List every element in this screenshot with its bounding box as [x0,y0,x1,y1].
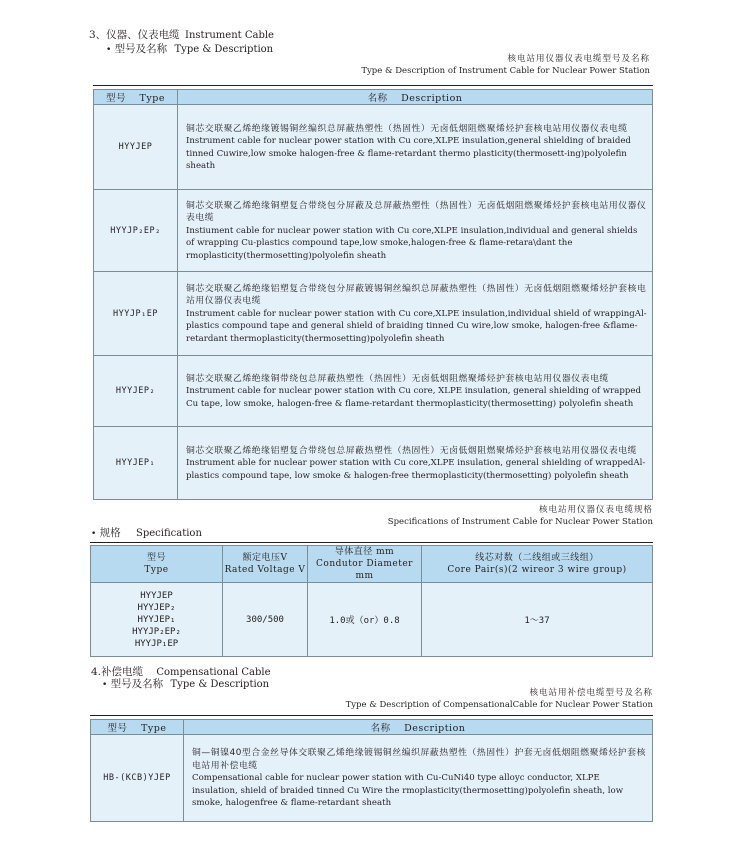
row-model: HYYJP₂EP₂ [94,190,178,272]
row-model: HYYJEP₁ [94,427,178,500]
header-type: 型号 Type [91,720,184,735]
section4-caption-en: Type & Description of CompensationalCable for Nuclear Power Station [345,700,653,710]
table-row [94,105,653,190]
description-en: Instrument cable for nuclear power station with Cu core, XLPE insulation, general shielding of wrapped Cu tape, low smoke, halogen-free & flame-retardant thermoplasticity(thermosetting) polyolefin sheath [186,386,641,409]
table-header-row [91,720,653,735]
section3-title [89,27,274,42]
row-description [178,272,653,356]
spec-header-voltage: 额定电压V Rated Voltage V [223,546,308,583]
spec-header-row [91,546,653,583]
section4-subtitle-en: Type & Description [170,679,270,690]
description-en: Instrument cable for nuclear power station with Cu core,XLPE insulation,general shielding of braided tinned Cuwire,low smoke halogen-free & flame-retardant thermo plasticity(thermosett-ing)polyolefin sheath [186,136,631,171]
section3-rule [93,85,653,86]
section4-subtitle: • 型号及名称 Type & Description [102,678,270,690]
spec-pairs: 1～37 [422,583,653,657]
section3-caption-en: Type & Description of Instrument Cable for Nuclear Power Station [361,66,650,76]
section4-caption [346,687,653,711]
header-description: 名称 Description [178,90,653,105]
spec-diameter: 1.0或（or）0.8 [308,583,422,657]
section3-subtitle-zh: 型号及名称 [114,43,168,55]
description-zh: 铜—铜镍40型合金丝导体交联聚乙烯绝缘镀锡铜丝编织屏蔽热塑性（热固性）护套无卤低烟阻燃聚烯烃护套核电站用补偿电缆 [192,748,647,771]
section4-title-zh: 4.补偿电缆 [91,666,144,678]
description-zh: 铜芯交联聚乙烯绝缘铜带绕包总屏蔽热塑性（热固性）无卤低烟阻燃聚烯烃护套核电站用仪器仪表电缆 [186,373,609,384]
spec-caption-en: Specifications of Instrument Cable for Nuclear Power Station [387,517,653,527]
row-model: HYYJP₁EP [94,272,178,356]
section4-subtitle-zh: 型号及名称 [110,678,164,690]
section3-title-en: Instrument Cable [185,30,274,41]
description-zh: 铜芯交联聚乙烯绝缘镀锡铜丝编织总屏蔽热塑性（热固性）无卤低烟阻燃聚烯烃护套核电站用仪器仪表电缆 [186,123,628,134]
description-en: Instiument cable for nuclear power station with Cu core,XLPE insulation,individual and general shields of wrapping Cu-plastics compound tape,low smoke,halogen-free & flame-retara\dant the rmoplasticity(thermosetting)polyolefin sheath [186,225,638,261]
section4-caption-zh: 核电站用补偿电缆型号及名称 [529,688,653,698]
spec-header-type: 型号 Type [91,546,223,583]
description-zh: 铜芯交联聚乙烯绝缘铝塑复合带绕包分屏蔽镀锡铜丝编织总屏蔽热塑性（热固性）无卤低烟阻燃聚烯烃护套核电站用仪器仪表电缆 [186,283,647,307]
spec-table [90,545,653,657]
table-row [94,356,653,427]
row-description [178,427,653,500]
section3-subtitle-en: Type & Description [174,44,274,55]
spec-title-en: Specification [136,528,202,539]
description-en: Compensational cable for nuclear power station with Cu-CuNi40 type alloyc conductor, XLPE insulation, shield of braided tinned Cu Wire the rmoplasticity(thermosetting)polyolefin sheath, low smoke, halogenfree & flame-retardant sheath [192,773,624,809]
row-description [184,735,653,822]
description-zh: 铜芯交联聚乙烯绝缘铜塑复合带绕包分屏蔽及总屏蔽热塑性（热固性）无卤低烟阻燃聚烯烃护套核电站用仪器仪表电缆 [186,200,647,224]
description-en: Instrument able for nuclear power station with Cu core,XLPE insulation, general shielding of wrappedAl-plastics compound tape, low smoke & halogen-free thermoplasticity(thermosetting) polyolefin sheath [186,458,646,481]
spec-rule [90,542,653,543]
row-description [178,190,653,272]
spec-title: • 规格 Specification [91,527,202,539]
spec-header-diameter: 导体直径 mm Condutor Diameter mm [308,546,422,583]
spec-caption-zh: 核电站用仪器仪表电缆规格 [538,505,653,515]
row-model: HYYJEP [94,105,178,190]
table-row [94,427,653,500]
spec-title-zh: 规格 [99,527,121,539]
header-type: 型号 Type [94,90,178,105]
table-row [94,272,653,356]
compensational-cable-table [90,719,653,822]
description-en: Instrument cable for nuclear power station with Cu core,XLPE insulation,individual shield of wrappingAl-plastics compound tape and general shield of braiding tinned Cu wire,low smoke, halogen-free &flame-retardant thermoplasticity(thermosetting)polyolefin sheath [186,308,647,344]
spec-types: HYYJEP HYYJEP₂ HYYJEP₁ HYYJP₂EP₂ HYYJP₁EP [91,583,223,657]
row-model: HB-(KCB)YJEP [91,735,184,822]
spec-row [91,583,653,657]
spec-voltage: 300/500 [223,583,308,657]
section3-caption-zh: 核电站用仪器仪表电缆型号及名称 [507,54,650,64]
section3-subtitle: • 型号及名称 Type & Description [106,43,274,55]
table-header-row [94,90,653,105]
section3-caption [361,53,650,77]
section3-title-zh: 3、仪器、仪表电缆 [89,29,180,41]
row-model: HYYJEP₂ [94,356,178,427]
row-description [178,356,653,427]
description-zh: 铜芯交联聚乙烯绝缘铝塑复合带绕包总屏蔽热塑性（热固性）无卤低烟阻燃聚烯烃护套核电站用仪器仪表电缆 [186,445,638,456]
table-row [91,735,653,822]
section4-rule [90,715,653,716]
row-description [178,105,653,190]
table-row [94,190,653,272]
instrument-cable-table [93,89,653,500]
header-description: 名称 Description [184,720,653,735]
spec-caption [388,504,653,528]
section4-title-en: Compensational Cable [156,667,271,678]
spec-header-pairs: 线芯对数（二线组或三线组） Core Pair(s)(2 wireor 3 wire group) [422,546,653,583]
